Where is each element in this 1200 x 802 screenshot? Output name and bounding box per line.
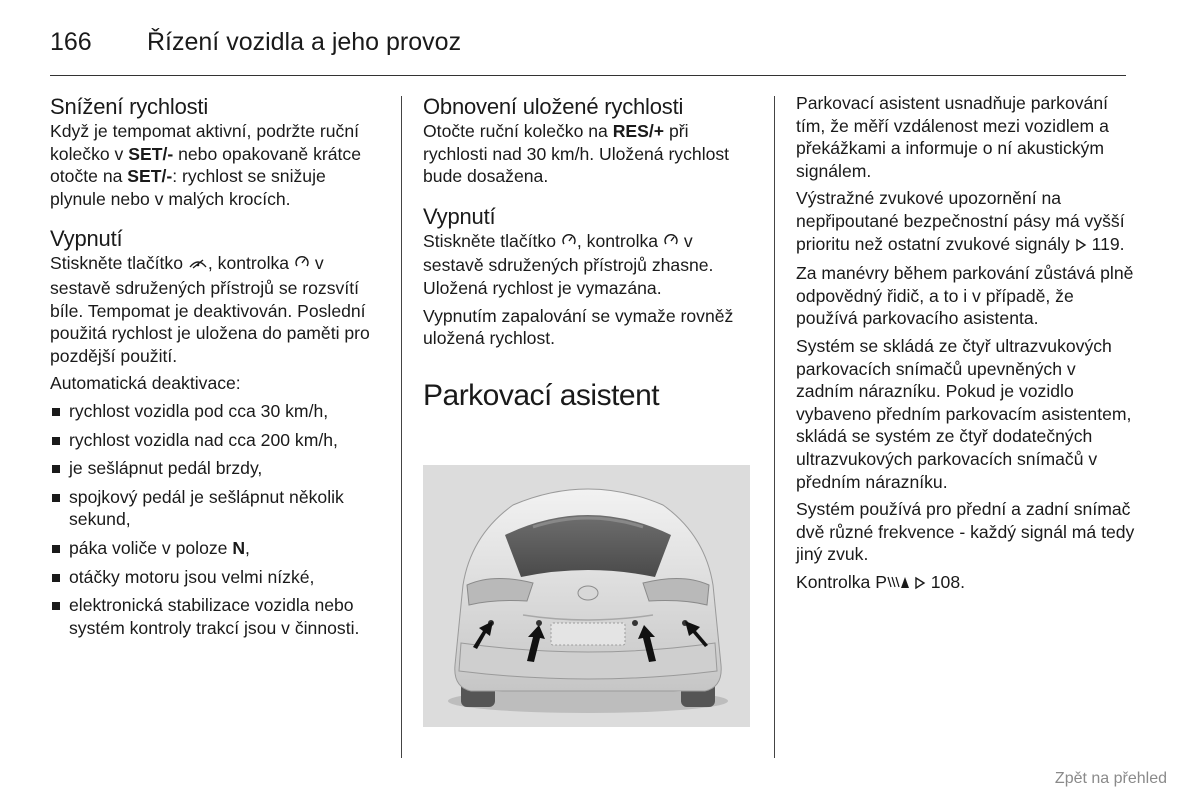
driver-responsibility-text: Za manévry během parkování zůstává plně odpovědný řidič, a to i v případě, že používá parkovacího asistenta. [796,263,1134,329]
page-number: 166 [50,28,92,56]
parking-assist-indicator-icon [887,573,909,596]
switch-off-text-2: Stiskněte tlačítko , kontrolka v sestavě sdružených přístrojů zhasne. Uložená rychlost je vymazána. [423,230,714,298]
seatbelt-warning-text: Výstražné zvukové upozornění na nepřipoutané bezpečnostní pásy má vyšší prioritu než ostatní zvukové signály 119. [796,187,1136,257]
list-item: elektronická stabilizace vozidla nebo systém kontroly trakcí jsou v činnosti. [50,594,380,639]
header-rule [50,75,1126,76]
ignition-off-text: Vypnutím zapalování se vymaže rovněž uložená rychlost. [423,305,734,349]
page-reference-arrow-icon [1075,235,1087,258]
auto-deactivation-list [50,400,380,639]
section-heading-switch-off-2: Vypnutí [423,203,496,229]
column-2 [423,92,753,426]
list-item: rychlost vozidla nad cca 200 km/h, [50,429,380,452]
section-heading-reduce-speed: Snížení rychlosti [50,94,209,119]
list-item: rychlost vozidla pod cca 30 km/h, [50,400,380,423]
reduce-speed-text: Když je tempomat aktivní, podržte ruční kolečko v SET/- nebo opakovaně krátce otočte na SET/-: rychlost se snižuje plynule nebo v malých krocích. [50,121,362,209]
list-item: je sešlápnut pedál brzdy, [50,457,380,480]
car-rear-sensors-illustration [423,465,750,727]
switch-off-text: Stiskněte tlačítko , kontrolka v sestavě sdružených přístrojů se rozsvítí bíle. Tempomat je deaktivován. Poslední použitá rychlost je uložena do paměti pro pozdější použití. [50,253,370,366]
back-to-overview-link[interactable]: Zpět na přehled [1054,770,1167,787]
cruise-control-button-icon [561,232,577,255]
system-sensors-text: Systém se skládá ze čtyř ultrazvukových parkovacích snímačů upevněných v zadním nárazníku. Pokud je vozidlo vybaveno předním parkovacím asistentem, skládá se systém ze čtyř dodatečných ultrazvukových parkovacích snímačů v předním nárazníku. [796,335,1132,492]
list-item: otáčky motoru jsou velmi nízké, [50,566,380,589]
auto-deactivation-intro: Automatická deaktivace: [50,373,241,394]
resume-speed-text: Otočte ruční kolečko na RES/+ při rychlosti nad 30 km/h. Uložená rychlost bude dosažena. [423,121,730,187]
page-title: Řízení vozidla a jeho provoz [147,28,462,56]
page-reference-link[interactable]: 119. [1091,233,1125,254]
section-heading-resume-speed: Obnovení uložené rychlosti [423,94,684,119]
list-item: páka voliče v poloze N, [50,537,380,560]
section-title-parking-assist: Parkovací asistent [423,378,660,412]
list-item: spojkový pedál je sešlápnut několik sekund, [50,486,380,531]
cruise-cancel-button-icon [188,254,208,277]
cruise-control-indicator-icon [663,232,679,255]
column-divider-left [401,96,402,758]
column-divider-right [774,96,775,758]
page-header [50,22,1126,74]
cruise-control-indicator-icon [294,254,310,277]
parking-assist-intro: Parkovací asistent usnadňuje parkování tím, že měří vzdálenost mezi vozidlem a překážkami a informuje o ní akustickým signálem. [796,93,1109,181]
column-1 [50,92,380,645]
section-heading-switch-off: Vypnutí [50,226,123,252]
indicator-reference-text: Kontrolka P 108. [796,571,1136,596]
column-3 [796,92,1136,600]
page-reference-link[interactable]: 108. [930,571,965,592]
frequency-text: Systém používá pro přední a zadní snímač dvě různé frekvence - každý signál má tedy jiný zvuk. [796,499,1135,565]
page-reference-arrow-icon [914,573,926,596]
